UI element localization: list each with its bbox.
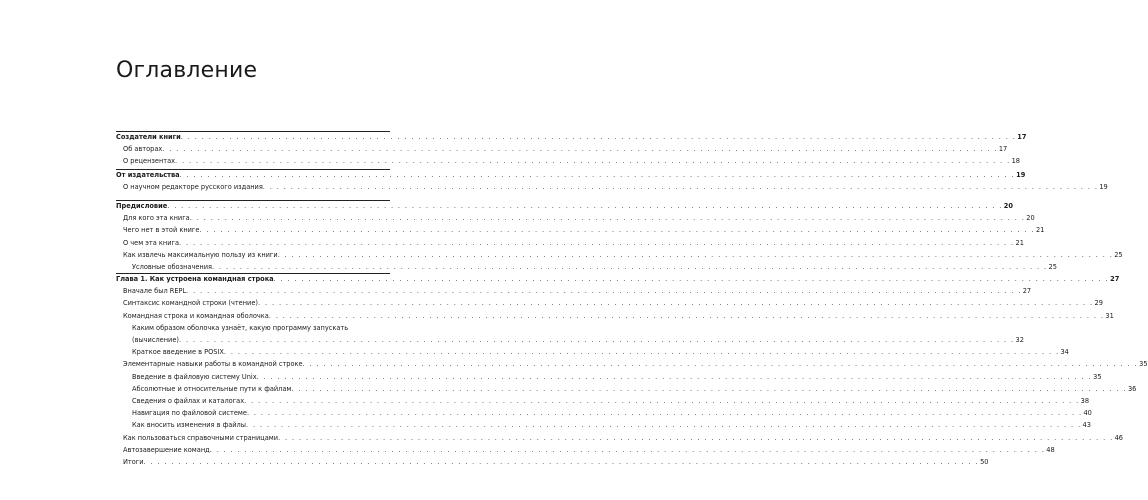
dot-leader: . . . . . . . . . . . . . . . . . . . . . . . . . . . . . . . . . . . . . . . . . . . . . . . . . . . . . . . . . . . . . . . . . . . . . . . . . . . . . . . . . . . . . . . . . . . . . . . . . . . . . . . . . . . . . . . . . . . . . . . . [178,336,1015,344]
toc-entry[interactable] [123,225,1045,236]
toc-chapter-entry[interactable] [116,274,1120,285]
toc-entry-title: Предисловие [116,202,168,210]
toc-page-number: 27 [1022,287,1032,296]
toc-entry-title: От издательства [116,171,180,179]
toc-entry-title: Как вносить изменения в файлы [132,421,246,430]
toc-entry-title: Условные обозначения [132,263,212,271]
toc-entry[interactable] [123,298,1103,309]
toc-page-number: 50 [980,458,989,466]
dot-leader: . . . . . . . . . . . . . . . . . . . . . . . . . . . . . . . . . . . . . . . . . . . . . . . . . . . . . . . . . . . . . . . . . . . . . . . . . . . . . . . . . . . . . . . . . . . . . . . . . . . . . . . . . . . . . . . . . . . . . . . . [211,263,1048,271]
dot-leader: . . . . . . . . . . . . . . . . . . . . . . . . . . . . . . . . . . . . . . . . . . . . . . . . . . . . . . . . . . . . . . . . . . . . . . . . . . . . . . . . . . . . . . . . . . . . . . . . . . . . . . . . . . . . . . . . . . . . . . . . [268,311,1105,320]
dot-leader: . . . . . . . . . . . . . . . . . . . . . . . . . . . . . . . . . . . . . . . . . . . . . . . . . . . . . . . . . . . . . . . . . . . . . . . . . . . . . . . . . . . . . . . . . . . . . . . . . . . . . . . . . . . . . . . . . . . . . . . . [186,287,1022,296]
toc-page-number: 20 [1026,214,1035,223]
toc-page-number: 17 [998,145,1008,154]
toc-entry[interactable] [123,144,1008,155]
toc-entry-title: Каким образом оболочка узнаёт, какую программу запускать [132,323,349,332]
toc-page-number: 46 [1114,433,1123,442]
toc-entry[interactable] [123,311,1114,322]
toc-entry-title: Как извлечь максимальную пользу из книги [123,250,278,259]
toc-entry-title: Командная строка и командная оболочка [123,311,269,320]
dot-leader: . . . . . . . . . . . . . . . . . . . . . . . . . . . . . . . . . . . . . . . . . . . . . . . . . . . . . . . . . . . . . . . . . . . . . . . . . . . . . . . . . . . . . . . . . . . . . . . . . . . . . . . . . . . . . . . . . . . . . . . . [278,433,1114,442]
dot-leader: . . . . . . . . . . . . . . . . . . . . . . . . . . . . . . . . . . . . . . . . . . . . . . . . . . . . . . . . . . . . . . . . . . . . . . . . . . . . . . . . . . . . . . . . . . . . . . . . . . . . . . . . . . . . . . . . . . . . . . . . [179,171,1016,179]
toc-page-number: 34 [1060,348,1069,357]
toc-page-number: 29 [1094,299,1103,308]
toc-entry-title: О чем эта книга [123,238,179,247]
toc-entry[interactable] [123,238,1024,249]
dot-leader: . . . . . . . . . . . . . . . . . . . . . . . . . . . . . . . . . . . . . . . . . . . . . . . . . . . . . . . . . . . . . . . . . . . . . . . . . . . . . . . . . . . . . . . . . . . . . . . . . . . . . . . . . . . . . . . . . . . . . . . . [245,421,1082,430]
toc-entry-title: Как пользоваться справочными страницами [123,433,279,442]
toc-page-number: 35 [1093,372,1102,381]
toc-page-number: 20 [1003,202,1013,210]
toc-entry[interactable] [132,384,1137,395]
toc-entry-title: Для кого эта книга [123,214,190,223]
dot-leader: . . . . . . . . . . . . . . . . . . . . . . . . . . . . . . . . . . . . . . . . . . . . . . . . . . . . . . . . . . . . . . . . . . . . . . . . . . . . . . . . . . . . . . . . . . . . . . . . . . . . . . . . . . . . . . . . . . . . . . . . [209,445,1046,454]
dot-leader: . . . . . . . . . . . . . . . . . . . . . . . . . . . . . . . . . . . . . . . . . . . . . . . . . . . . . . . . . . . . . . . . . . . . . . . . . . . . . . . . . . . . . . . . . . . . . . . . . . . . . . . . . . . . . . . . . . . . . . . . [175,157,1011,166]
toc-page-number: 48 [1046,445,1055,454]
toc-entry[interactable] [132,335,1024,346]
toc-chapter-entry[interactable] [116,132,1027,143]
toc-entry-title: Навигация по файловой системе [132,409,247,418]
dot-leader: . . . . . . . . . . . . . . . . . . . . . . . . . . . . . . . . . . . . . . . . . . . . . . . . . . . . . . . . . . . . . . . . . . . . . . . . . . . . . . . . . . . . . . . . . . . . . . . . . . . . . . . . . . . . . . . . . . . . . . . . [302,360,1139,369]
toc-page-number: 18 [1011,157,1020,166]
toc-entry-title: Сведения о файлах и каталогах [132,397,245,405]
toc-page-number: 32 [1015,336,1024,344]
toc-page-number: 25 [1114,250,1123,259]
toc-entry[interactable] [123,433,1123,444]
toc-entry-title: Чего нет в этой книге [123,226,200,235]
toc-entry[interactable] [132,347,1069,358]
dot-leader: . . . . . . . . . . . . . . . . . . . . . . . . . . . . . . . . . . . . . . . . . . . . . . . . . . . . . . . . . . . . . . . . . . . . . . . . . . . . . . . . . . . . . . . . . . . . . . . . . . . . . . . . . . . . . . . . . . . . . . . . [262,183,1099,192]
toc-entry[interactable] [123,250,1123,261]
dot-leader: . . . . . . . . . . . . . . . . . . . . . . . . . . . . . . . . . . . . . . . . . . . . . . . . . . . . . . . . . . . . . . . . . . . . . . . . . . . . . . . . . . . . . . . . . . . . . . . . . . . . . . . . . . . . . . . . . . . . . . . . [244,397,1080,405]
dot-leader: . . . . . . . . . . . . . . . . . . . . . . . . . . . . . . . . . . . . . . . . . . . . . . . . . . . . . . . . . . . . . . . . . . . . . . . . . . . . . . . . . . . . . . . . . . . . . . . . . . . . . . . . . . . . . . . . . . . . . . . . [291,384,1127,393]
toc-entry-title: Введение в файловую систему Unix [132,372,257,381]
toc-entry-title: Автозавершение команд [123,445,210,454]
toc-page-number: 36 [1127,384,1137,393]
toc-page-number: 19 [1016,171,1026,179]
toc-page-number: 31 [1105,311,1114,320]
toc-entry[interactable] [123,156,1020,167]
toc-entry[interactable] [123,182,1108,193]
toc-entry-title: О рецензентах [123,157,176,166]
dot-leader: . . . . . . . . . . . . . . . . . . . . . . . . . . . . . . . . . . . . . . . . . . . . . . . . . . . . . . . . . . . . . . . . . . . . . . . . . . . . . . . . . . . . . . . . . . . . . . . . . . . . . . . . . . . . . . . . . . . . . . . . [277,250,1114,259]
toc-entry[interactable] [123,286,1032,297]
toc-entry-title: Абсолютные и относительные пути к файлам [132,384,292,393]
toc-entry[interactable] [123,457,989,468]
toc-entry-title: Создатели книги [116,133,181,141]
dot-leader: . . . . . . . . . . . . . . . . . . . . . . . . . . . . . . . . . . . . . . . . . . . . . . . . . . . . . . . . . . . . . . . . . . . . . . . . . . . . . . . . . . . . . . . . . . . . . . . . . . . . . . . . . . . . . . . . . . . . . . . . [167,202,1003,210]
dot-leader: . . . . . . . . . . . . . . . . . . . . . . . . . . . . . . . . . . . . . . . . . . . . . . . . . . . . . . . . . . . . . . . . . . . . . . . . . . . . . . . . . . . . . . . . . . . . . . . . . . . . . . . . . . . . . . . . . . . . . . . . [180,133,1017,141]
toc-entry[interactable] [132,408,1092,419]
toc-entry[interactable] [132,262,1057,273]
toc-page-number: 27 [1110,275,1120,283]
dot-leader: . . . . . . . . . . . . . . . . . . . . . . . . . . . . . . . . . . . . . . . . . . . . . . . . . . . . . . . . . . . . . . . . . . . . . . . . . . . . . . . . . . . . . . . . . . . . . . . . . . . . . . . . . . . . . . . . . . . . . . . . [273,275,1110,283]
toc-page-number: 17 [1017,133,1027,141]
toc-chapter-entry[interactable] [116,201,1013,212]
toc-entry[interactable] [123,213,1035,224]
dot-leader: . . . . . . . . . . . . . . . . . . . . . . . . . . . . . . . . . . . . . . . . . . . . . . . . . . . . . . . . . . . . . . . . . . . . . . . . . . . . . . . . . . . . . . . . . . . . . . . . . . . . . . . . . . . . . . . . . . . . . . . . [143,458,980,466]
toc-page-number: 35 [1139,360,1148,369]
toc-entry-title: О научном редакторе русского издания [123,183,263,192]
toc-page-number: 21 [1015,238,1024,247]
toc-entry[interactable] [123,359,1148,370]
dot-leader: . . . . . . . . . . . . . . . . . . . . . . . . . . . . . . . . . . . . . . . . . . . . . . . . . . . . . . . . . . . . . . . . . . . . . . . . . . . . . . . . . . . . . . . . . . . . . . . . . . . . . . . . . . . . . . . . . . . . . . . . [189,214,1026,223]
dot-leader: . . . . . . . . . . . . . . . . . . . . . . . . . . . . . . . . . . . . . . . . . . . . . . . . . . . . . . . . . . . . . . . . . . . . . . . . . . . . . . . . . . . . . . . . . . . . . . . . . . . . . . . . . . . . . . . . . . . . . . . . [246,409,1083,418]
toc-entry[interactable] [132,420,1091,431]
dot-leader: . . . . . . . . . . . . . . . . . . . . . . . . . . . . . . . . . . . . . . . . . . . . . . . . . . . . . . . . . . . . . . . . . . . . . . . . . . . . . . . . . . . . . . . . . . . . . . . . . . . . . . . . . . . . . . . . . . . . . . . . [199,226,1035,235]
dot-leader: . . . . . . . . . . . . . . . . . . . . . . . . . . . . . . . . . . . . . . . . . . . . . . . . . . . . . . . . . . . . . . . . . . . . . . . . . . . . . . . . . . . . . . . . . . . . . . . . . . . . . . . . . . . . . . . . . . . . . . . . [256,372,1093,381]
toc-page-number: 21 [1035,226,1045,235]
toc-page-number: 19 [1099,183,1108,192]
toc-entry-title: Глава 1. Как устроена командная строка [116,275,274,283]
dot-leader: . . . . . . . . . . . . . . . . . . . . . . . . . . . . . . . . . . . . . . . . . . . . . . . . . . . . . . . . . . . . . . . . . . . . . . . . . . . . . . . . . . . . . . . . . . . . . . . . . . . . . . . . . . . . . . . . . . . . . . . . [223,348,1060,357]
toc-entry-title: Итоги [123,458,144,466]
toc-entry-title: Синтаксис командной строки (чтение) [123,299,258,308]
page-title: Оглавление [116,58,258,83]
toc-entry[interactable] [132,396,1090,407]
toc-entry-title: Об авторах [123,145,163,154]
toc-entry-title: (вычисление) [132,336,179,344]
toc-entry-title: Вначале был REPL [123,287,187,296]
toc-page-number: 25 [1048,263,1057,271]
toc-page-number: 40 [1083,409,1092,418]
toc-page-number: 38 [1080,397,1090,405]
toc-entry-title: Элементарные навыки работы в командной строке [123,360,303,369]
dot-leader: . . . . . . . . . . . . . . . . . . . . . . . . . . . . . . . . . . . . . . . . . . . . . . . . . . . . . . . . . . . . . . . . . . . . . . . . . . . . . . . . . . . . . . . . . . . . . . . . . . . . . . . . . . . . . . . . . . . . . . . . [257,299,1094,308]
toc-page-number: 43 [1082,421,1091,430]
dot-leader: . . . . . . . . . . . . . . . . . . . . . . . . . . . . . . . . . . . . . . . . . . . . . . . . . . . . . . . . . . . . . . . . . . . . . . . . . . . . . . . . . . . . . . . . . . . . . . . . . . . . . . . . . . . . . . . . . . . . . . . . [179,238,1015,247]
dot-leader: . . . . . . . . . . . . . . . . . . . . . . . . . . . . . . . . . . . . . . . . . . . . . . . . . . . . . . . . . . . . . . . . . . . . . . . . . . . . . . . . . . . . . . . . . . . . . . . . . . . . . . . . . . . . . . . . . . . . . . . . [162,145,998,154]
toc-entry[interactable] [123,445,1055,456]
toc-chapter-entry[interactable] [116,170,1026,181]
toc-entry-title: Краткое введение в POSIX [132,348,224,357]
toc-entry[interactable] [132,372,1102,383]
